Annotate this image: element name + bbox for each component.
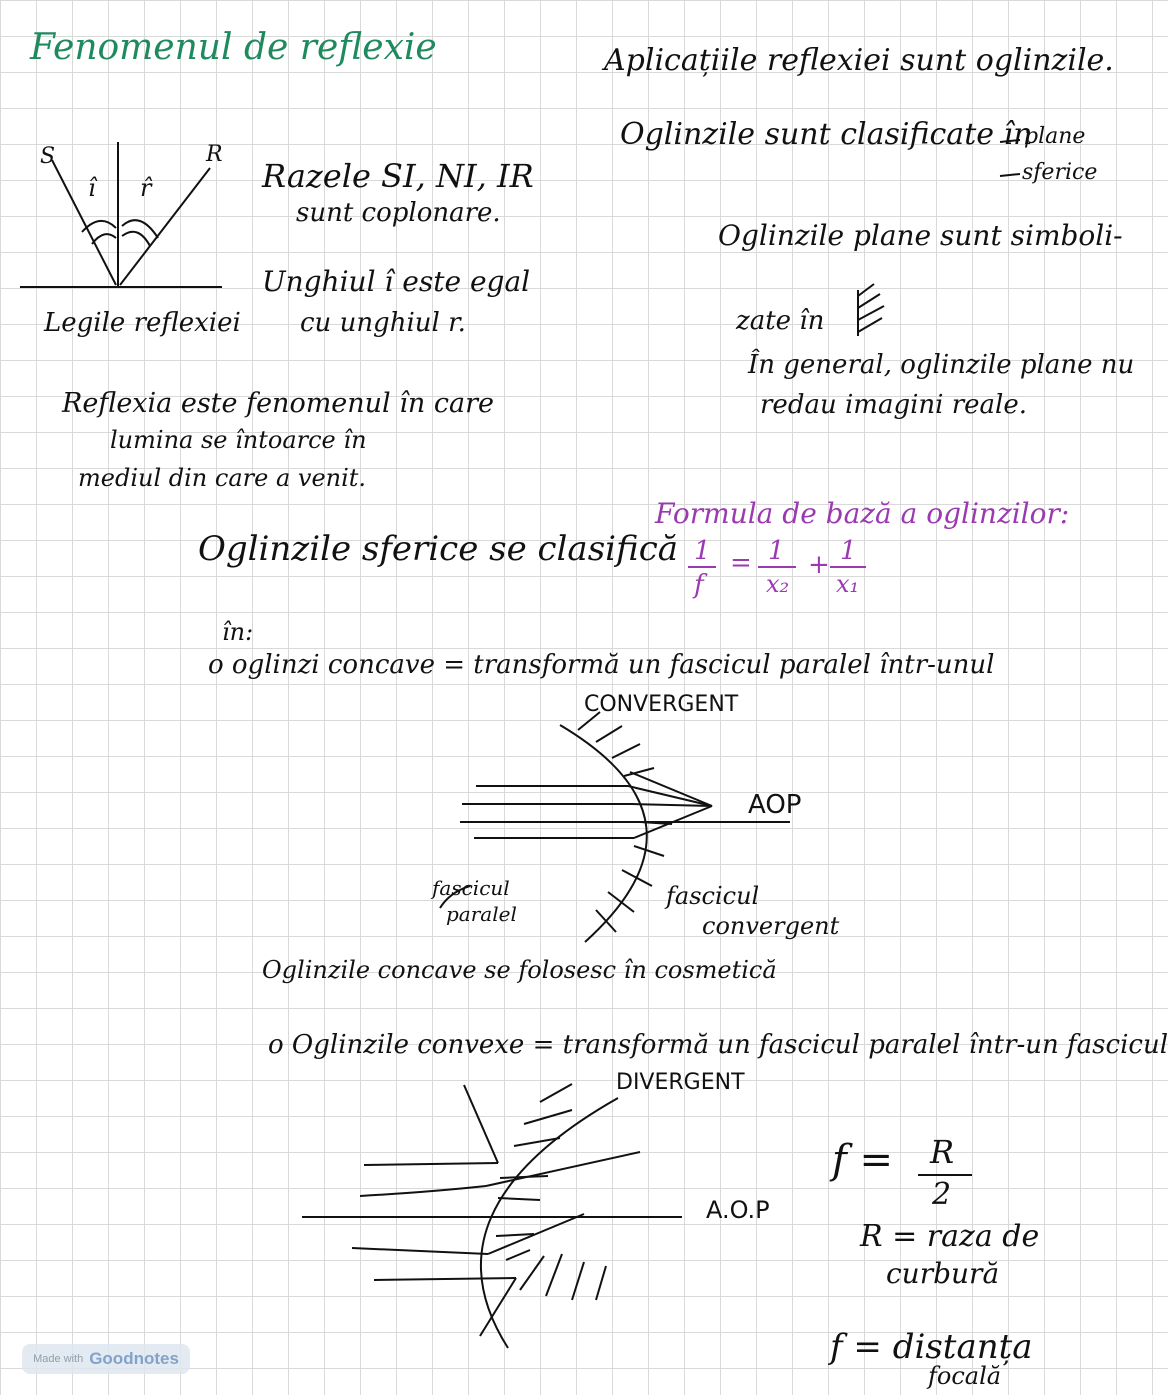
formula-label: Formula de bază a oglinzilor: <box>655 497 1070 530</box>
applications-text: Aplicațiile reflexiei sunt oglinzile. <box>604 43 1114 78</box>
concave-line: o oglinzi concave = transformă un fascicul paralel într-unul <box>208 650 995 680</box>
classification-text: Oglinzile sunt clasificate în <box>620 117 1033 152</box>
focal-num: R <box>930 1133 955 1171</box>
type-plane: plane <box>1024 124 1086 149</box>
concave-axis-label: AOP <box>748 790 802 820</box>
convex-mirror-diagram <box>302 1084 682 1348</box>
plane-mirror-symbol <box>858 284 884 336</box>
plane-real-line1: În general, oglinzile plane nu <box>748 350 1135 380</box>
convex-mirror-curve <box>481 1098 618 1348</box>
convex-line: o Oglinzile convexe = transformă un fascicul paralel într-un fascicul <box>268 1030 1168 1060</box>
diagram-caption: Legile reflexiei <box>44 308 241 338</box>
formula-equals: = <box>730 548 752 578</box>
reflected-ray <box>120 168 210 285</box>
badge-made-with: Made with <box>33 1353 84 1365</box>
type-spherical: sferice <box>1022 160 1098 185</box>
convex-axis-label: A.O.P <box>706 1196 770 1224</box>
spherical-heading: Oglinzile sferice se clasifică <box>198 529 679 569</box>
convex-keyword: DIVERGENT <box>616 1070 745 1095</box>
law1-line2: sunt coplonare. <box>296 198 501 228</box>
law2-line1: Unghiul î este egal <box>262 265 531 298</box>
concave-keyword: CONVERGENT <box>584 692 739 717</box>
formula-plus: + <box>808 550 830 580</box>
definition-line1: Reflexia este fenomenul în care <box>62 388 494 419</box>
plane-symbol-line1: Oglinzile plane sunt simboli- <box>718 219 1123 252</box>
formula-term2-den: x₁ <box>836 570 860 598</box>
goodnotes-badge <box>22 1344 190 1374</box>
concave-use: Oglinzile concave se folosesc în cosmetică <box>262 956 777 984</box>
plane-symbol-line2: zate în <box>736 306 825 336</box>
angle-label-r: r̂ <box>140 174 152 202</box>
spherical-in: în: <box>222 618 254 646</box>
law1-line1: Razele SI, NI, IR <box>262 157 534 195</box>
ray-label-s: S <box>40 144 56 169</box>
focal-f: f = <box>832 1137 894 1183</box>
label-parallel-1: fascicul <box>432 876 510 900</box>
law2-line2: cu unghiul r. <box>300 308 466 338</box>
r-def-line2: curbură <box>886 1257 1000 1290</box>
f-def-line2: focală <box>928 1362 1002 1390</box>
label-convergent-1: fascicul <box>666 882 760 910</box>
ray-label-r: R <box>206 142 223 167</box>
angle-arc-r <box>122 220 158 238</box>
label-parallel-2: paralel <box>446 902 517 926</box>
label-convergent-2: convergent <box>702 912 840 940</box>
concave-mirror-curve <box>560 725 647 942</box>
r-def-line1: R = raza de <box>860 1219 1040 1254</box>
definition-line3: mediul din care a venit. <box>78 464 367 492</box>
formula-lhs-num: 1 <box>694 536 711 566</box>
formula-term1-num: 1 <box>768 536 785 566</box>
page-title: Fenomenul de reflexie <box>30 27 437 68</box>
formula-lhs-den: f <box>694 570 704 600</box>
formula-term2-num: 1 <box>840 536 857 566</box>
badge-brand: Goodnotes <box>89 1349 179 1368</box>
f-def-line1: f = distanța <box>830 1327 1033 1367</box>
angle-label-i: î <box>88 174 96 202</box>
focal-den: 2 <box>932 1177 952 1212</box>
definition-line2: lumina se întoarce în <box>110 426 367 454</box>
plane-real-line2: redau imagini reale. <box>760 390 1028 420</box>
formula-term1-den: x₂ <box>766 570 790 598</box>
